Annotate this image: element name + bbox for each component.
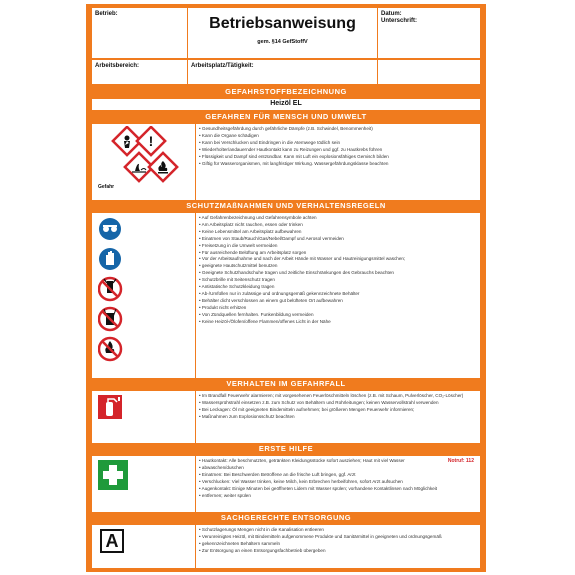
list-item: • Auf Gefahrenbezeichnung und Gefahrensymbole achten xyxy=(199,215,477,222)
ghs-pictograms-icon xyxy=(96,126,192,192)
list-item: • abwaschen/duschen xyxy=(199,465,477,472)
list-item: • Giftig für Wasserorganismen, mit langfristiger Wirkung. Wassergefährdungsklasse beachten xyxy=(199,161,477,168)
emergency-number: Notruf: 112 xyxy=(447,458,474,464)
list-item: • Freisetzung in die Umwelt vermeiden xyxy=(199,243,477,250)
workplace-label: Arbeitsplatz/Tätigkeit: xyxy=(191,63,254,69)
signature-label: Unterschrift: xyxy=(381,18,418,24)
date-cell xyxy=(378,8,480,58)
company-cell xyxy=(92,8,188,58)
mandatory-signs-icon xyxy=(98,217,148,377)
disposal-list xyxy=(196,525,480,568)
emergency-heading: VERHALTEN IM GEFAHRFALL xyxy=(226,379,346,388)
list-item: • Kann bei Verschlucken und Eindringen in die Atemwege tödlich sein xyxy=(199,140,477,147)
firstaid-icons xyxy=(92,456,196,512)
list-item: • Wiederholter/andauernder Hautkontakt kann zu Reizungen und ggf. zu Hautkrebs führen xyxy=(199,147,477,154)
date-label: Datum: xyxy=(381,11,402,17)
signal-word: Gefahr xyxy=(98,184,115,190)
company-label: Betrieb: xyxy=(95,11,118,17)
list-item: • Keine Heizöl-/Ölofen/offene Flammen/offenes Licht in der Nähe xyxy=(199,319,477,326)
firstaid-section xyxy=(92,456,480,512)
page-title: Betriebsanweisung xyxy=(209,15,356,32)
emergency-list xyxy=(196,391,480,443)
list-item: • Im Brandfall Feuerwehr alarmieren; mit vorgesehenen Feuerlöschmitteln löschen (z.B. mit Schaum, Pulverlöscher, CO₂-Löscher) xyxy=(199,393,477,400)
disposal-section xyxy=(92,525,480,568)
list-item: • Flüssigkeit und Dampf sind entzündbar. Kann mit Luft ein explosionsfähiges Gemisch bilden xyxy=(199,154,477,161)
list-item: • Antistatische Schutzkleidung tragen xyxy=(199,284,477,291)
svg-text:!: ! xyxy=(148,133,154,149)
list-item: • entfernen; weiter spülen xyxy=(199,493,477,500)
list-item: • Keine Lebensmittel am Arbeitsplatz aufbewahren xyxy=(199,229,477,236)
emergency-section xyxy=(92,391,480,443)
title-cell xyxy=(188,8,378,58)
disposal-heading: SACHGERECHTE ENTSORGUNG xyxy=(220,513,352,522)
protection-heading: SCHUTZMAßNAHMEN UND VERHALTENSREGELN xyxy=(186,201,386,210)
list-item: • Gesundheitsgefährdung durch gefährliche Dämpfe (z.B. Schwindel, Benommenheit) xyxy=(199,126,477,133)
list-item: • Verunreinigtes Heizöl, mit Bindemitteln aufgenommene Produkte und Sanitärmittel in geeigneten und ordnungsgemäß xyxy=(199,534,477,541)
protection-list xyxy=(196,213,480,378)
substance-heading: GEFAHRSTOFFBEZEICHNUNG xyxy=(225,87,347,96)
list-item: • geeignete Hautschutzmittel benutzen xyxy=(199,263,477,270)
hazard-icons xyxy=(92,124,196,200)
list-item: • Einatmen: Bei Beschwerden Betroffene an die frische Luft bringen, ggf. Arzt xyxy=(199,472,477,479)
first-aid-cross-icon xyxy=(98,460,128,490)
list-item: • Maßnahmen zum Explosionsschutz beachten xyxy=(199,414,477,421)
list-item: • Von Zündquellen fernhalten. Funkenbildung vermeiden xyxy=(199,312,477,319)
page-subtitle: gem. §14 GefStoffV xyxy=(257,39,308,45)
header xyxy=(92,8,480,58)
list-item: • Behälter dicht verschlossen an einem gut belüfteten Ort aufbewahren xyxy=(199,298,477,305)
disposal-icons xyxy=(92,525,196,568)
list-item: • Vor der Arbeitsaufnahme und nach der Arbeit Hände mit Wasser und Hautreinigungsmittel waschen; xyxy=(199,256,477,263)
substance-name: Heizöl EL xyxy=(270,100,302,107)
list-item: • Geeignete Schutzhandschuhe tragen und zeitliche Einschränkungen des Gebrauchs beachten xyxy=(199,270,477,277)
protection-section xyxy=(92,213,480,378)
list-item: • Verschlucken: Viel Wasser trinken, keine Milch, kein Erbrechen herbeiführen, sofort Arzt aufsuchen xyxy=(199,479,477,486)
hazards-list xyxy=(196,124,480,200)
list-item: • Zur Entsorgung an einen Entsorgungsfachbetrieb übergeben xyxy=(199,548,477,555)
disposal-letter-icon: A xyxy=(100,529,124,553)
hazards-section xyxy=(92,124,480,200)
list-item: • Für ausreichende Belüftung am Arbeitsplatz sorgen xyxy=(199,250,477,257)
list-item: • Produkt nicht erhitzen xyxy=(199,305,477,312)
list-item: • Bei Leckagen: Öl mit geeigneten Bindemitteln aufnehmen; bei größeren Mengen Feuerwehr informieren; xyxy=(199,407,477,414)
list-item: • Augenkontakt: Einige Minuten bei geöffneten Lidern mit Wasser spülen; vorhandene Kontaktlinsen nach Möglichkeit xyxy=(199,486,477,493)
list-item: • Kann die Organe schädigen xyxy=(199,133,477,140)
substance-box xyxy=(92,99,480,110)
list-item: • Schutzlagerungs Mengen nicht in die Kanalisation entleeren xyxy=(199,527,477,534)
list-item: • Ab-/Umfüllen nur in zulässige und ordnungsgemäß gekennzeichnete Behälter xyxy=(199,291,477,298)
firstaid-heading: ERSTE HILFE xyxy=(258,444,314,453)
list-item: • gekennzeichneten Behältern sammeln xyxy=(199,541,477,548)
list-item: • Hautkontakt: Alle beschmutzten, getränkten Kleidungsstücke sofort ausziehen; Haut mit viel Wasser xyxy=(199,458,477,465)
list-item: • Wassersprühstrahl einsetzen z.B. zum Schutz von Behältern und Rohrleitungen; keinen Wasservollstrahl verwenden xyxy=(199,400,477,407)
list-item: • Einatmen von Staub/Rauch/Gas/Nebel/Dampf und Aerosol vermeiden xyxy=(199,236,477,243)
area-label: Arbeitsbereich: xyxy=(95,63,140,69)
area-row xyxy=(92,60,480,84)
hazards-heading: GEFAHREN FÜR MENSCH UND UMWELT xyxy=(205,112,367,121)
emergency-icons xyxy=(92,391,196,443)
firstaid-list xyxy=(196,456,480,512)
list-item: • Schutzbrille mit Seitenschutz tragen xyxy=(199,277,477,284)
list-item: • Am Arbeitsplatz nicht rauchen, essen oder trinken xyxy=(199,222,477,229)
protection-icons xyxy=(92,213,196,378)
fire-extinguisher-icon xyxy=(98,395,148,439)
